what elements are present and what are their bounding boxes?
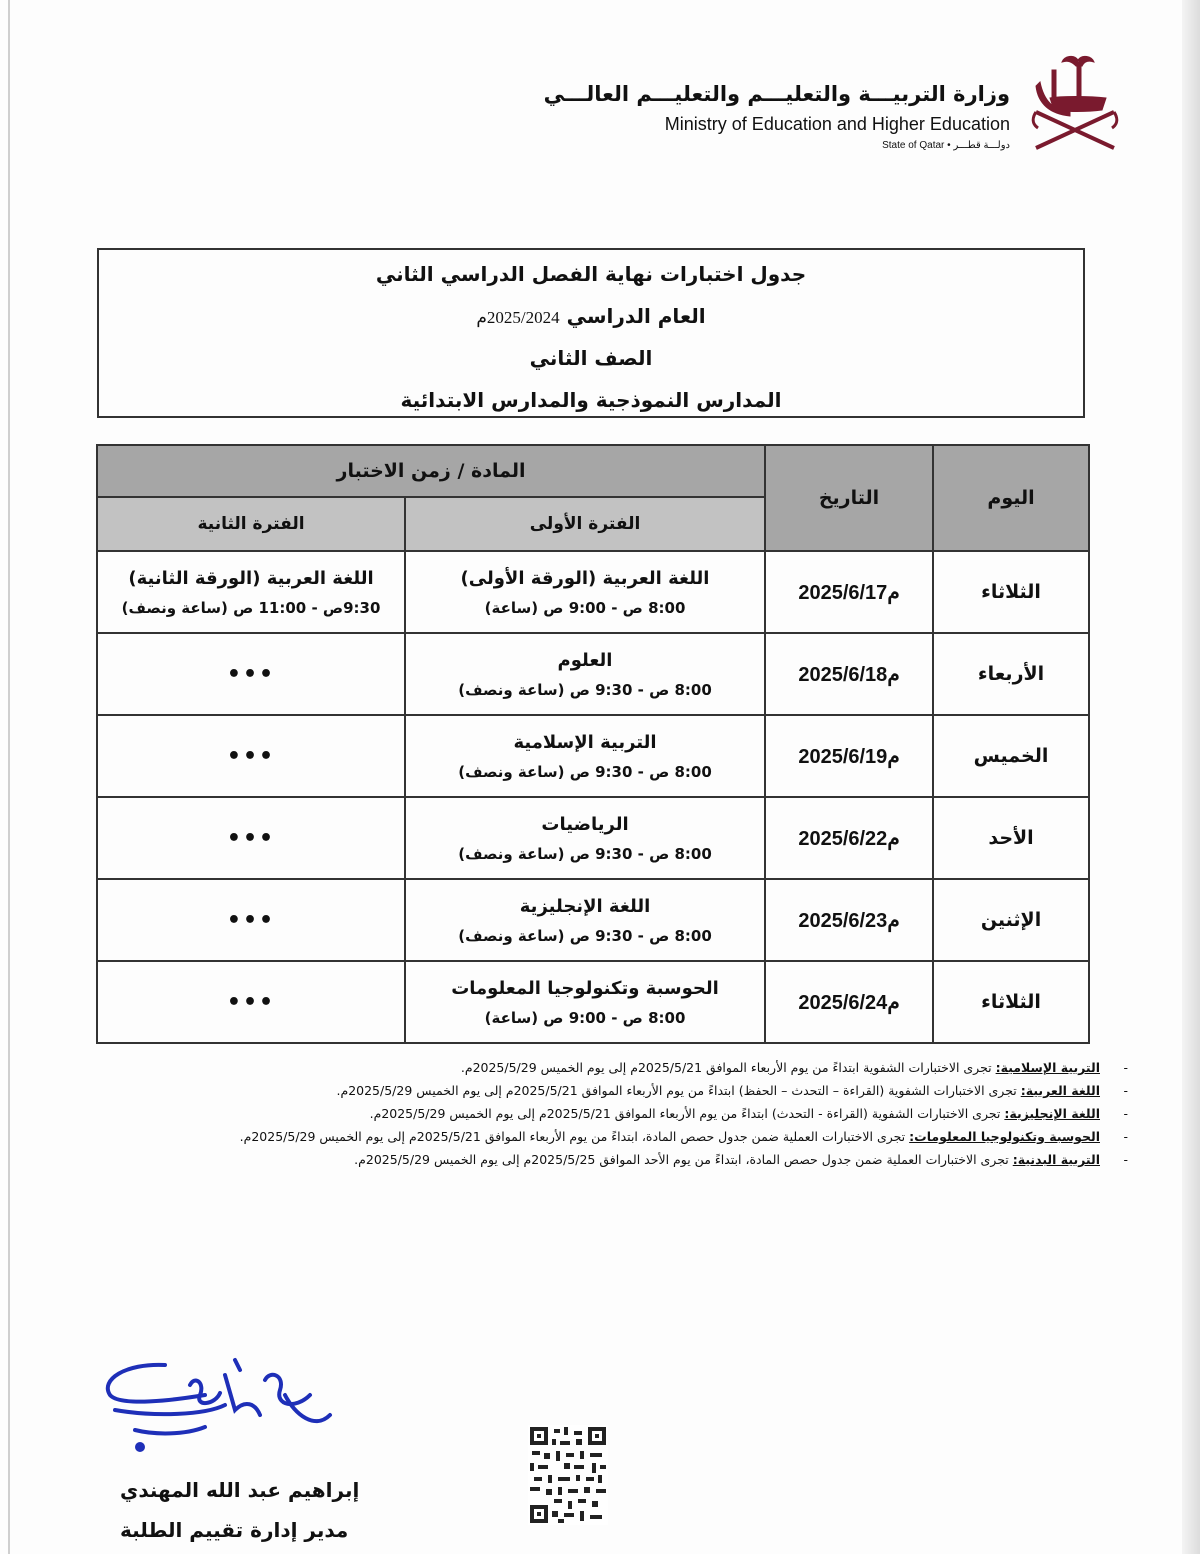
period-2-cell	[97, 633, 405, 715]
subject-name: التربية الإسلامية	[513, 731, 657, 753]
bullet: -	[1123, 1083, 1128, 1098]
academic-year-value: 2025/2024م	[476, 308, 560, 327]
bullet: -	[1123, 1152, 1128, 1167]
signer-title: مدير إدارة تقييم الطلبة	[120, 1518, 349, 1542]
schools-label: المدارس النموذجية والمدارس الابتدائية	[400, 388, 782, 412]
period-2-cell	[97, 797, 405, 879]
note-subject: التربية البدنية:	[1012, 1152, 1100, 1167]
bullet: -	[1123, 1106, 1128, 1121]
exam-notes	[100, 1056, 1128, 1171]
day-cell: الثلاثاء	[933, 961, 1089, 1043]
academic-year-label: العام الدراسي	[566, 304, 706, 328]
empty-dots: •••	[226, 743, 276, 769]
subject-name: اللغة العربية (الورقة الأولى)	[460, 567, 710, 589]
subject-name: اللغة الإنجليزية	[519, 895, 651, 917]
ministry-name-english: Ministry of Education and Higher Education	[664, 114, 1010, 134]
day-cell: الإثنين	[933, 879, 1089, 961]
period-1-cell	[405, 551, 765, 633]
exam-time: 8:00 ص - 9:00 ص (ساعة)	[484, 1008, 686, 1027]
signer-name: إبراهيم عبد الله المهندي	[120, 1478, 360, 1502]
empty-dots: •••	[226, 907, 276, 933]
ministry-name-arabic: وزارة التربيـــة والتعليـــم والتعليـــم العالـــي	[543, 82, 1010, 106]
table-row	[97, 797, 1089, 879]
note-subject: اللغة الإنجليزية:	[1004, 1106, 1100, 1121]
academic-year	[99, 304, 1083, 328]
exam-time: 8:00 ص - 9:30 ص (ساعة ونصف)	[458, 926, 712, 945]
date-cell: 2025/6/23م	[765, 879, 933, 961]
subject-name: العلوم	[557, 649, 613, 671]
exam-time: 8:00 ص - 9:00 ص (ساعة)	[484, 598, 686, 617]
subject-name: الرياضيات	[541, 813, 629, 835]
date-cell: 2025/6/24م	[765, 961, 933, 1043]
qatar-emblem-icon	[1030, 52, 1120, 160]
note-text: تجرى الاختبارات العملية ضمن جدول حصص المادة، ابتداءً من يوم الأربعاء الموافق 2025/5/21م إلى يوم الخميس 2025/5/29م.	[239, 1129, 910, 1144]
note-subject: الحوسبة وتكنولوجيا المعلومات:	[909, 1129, 1100, 1144]
period-2-cell	[97, 961, 405, 1043]
day-cell: الثلاثاء	[933, 551, 1089, 633]
header-period-2: الفترة الثانية	[97, 497, 405, 551]
state-label: State of Qatar • دولـــة قطـــر	[882, 140, 1010, 151]
signature-icon	[95, 1355, 335, 1460]
note-subject: التربية الإسلامية:	[995, 1060, 1100, 1075]
table-row	[97, 633, 1089, 715]
period-1-cell	[405, 879, 765, 961]
subject-name: اللغة العربية (الورقة الثانية)	[128, 567, 374, 589]
note-item	[100, 1148, 1128, 1171]
note-subject: اللغة العربية:	[1020, 1083, 1100, 1098]
note-text: تجرى الاختبارات العملية ضمن جدول حصص المادة، ابتداءً من يوم الأحد الموافق 2025/5/25م إلى يوم الخميس 2025/5/29م.	[354, 1152, 1013, 1167]
date-cell: 2025/6/22م	[765, 797, 933, 879]
exam-schedule-table	[96, 444, 1090, 1044]
grade-label: الصف الثاني	[529, 346, 653, 370]
empty-dots: •••	[226, 661, 276, 687]
period-2-cell	[97, 879, 405, 961]
header-period-1: الفترة الأولى	[405, 497, 765, 551]
note-item	[100, 1079, 1128, 1102]
exam-time: 8:00 ص - 9:30 ص (ساعة ونصف)	[458, 844, 712, 863]
period-1-cell	[405, 633, 765, 715]
note-item	[100, 1125, 1128, 1148]
period-1-cell	[405, 797, 765, 879]
exam-time: 8:00 ص - 9:30 ص (ساعة ونصف)	[458, 680, 712, 699]
period-1-cell	[405, 715, 765, 797]
table-row	[97, 551, 1089, 633]
header-date: التاريخ	[765, 445, 933, 551]
qr-code-icon	[528, 1425, 608, 1525]
note-text: تجرى الاختبارات الشفوية (القراءة - التحدث) ابتداءً من يوم الأربعاء الموافق 2025/5/21م إلى يوم الخميس 2025/5/29م.	[369, 1106, 1005, 1121]
note-item	[100, 1102, 1128, 1125]
page-shadow	[1182, 0, 1200, 1554]
note-item	[100, 1056, 1128, 1079]
empty-dots: •••	[226, 825, 276, 851]
title-box	[97, 248, 1085, 418]
header-day: اليوم	[933, 445, 1089, 551]
schedule-title: جدول اختبارات نهاية الفصل الدراسي الثاني	[375, 262, 807, 286]
empty-dots: •••	[226, 989, 276, 1015]
table-row	[97, 879, 1089, 961]
header-subject: المادة / زمن الاختبار	[97, 445, 765, 497]
day-cell: الخميس	[933, 715, 1089, 797]
note-text: تجرى الاختبارات الشفوية ابتداءً من يوم الأربعاء الموافق 2025/5/21م إلى يوم الخميس 2025/5/29م.	[460, 1060, 996, 1075]
note-text: تجرى الاختبارات الشفوية (القراءة – التحدث – الحفظ) ابتداءً من يوم الأربعاء الموافق 2025/5/21م إلى يوم الخميس 2025/5/29م.	[336, 1083, 1021, 1098]
exam-time: 9:30ص - 11:00 ص (ساعة ونصف)	[121, 598, 381, 617]
period-2-cell	[97, 715, 405, 797]
bullet: -	[1123, 1129, 1128, 1144]
day-cell: الأربعاء	[933, 633, 1089, 715]
date-cell: 2025/6/19م	[765, 715, 933, 797]
table-row	[97, 715, 1089, 797]
date-cell: 2025/6/17م	[765, 551, 933, 633]
bullet: -	[1123, 1060, 1128, 1075]
table-row	[97, 961, 1089, 1043]
period-1-cell	[405, 961, 765, 1043]
exam-time: 8:00 ص - 9:30 ص (ساعة ونصف)	[458, 762, 712, 781]
period-2-cell	[97, 551, 405, 633]
date-cell: 2025/6/18م	[765, 633, 933, 715]
day-cell: الأحد	[933, 797, 1089, 879]
subject-name: الحوسبة وتكنولوجيا المعلومات	[451, 977, 719, 999]
